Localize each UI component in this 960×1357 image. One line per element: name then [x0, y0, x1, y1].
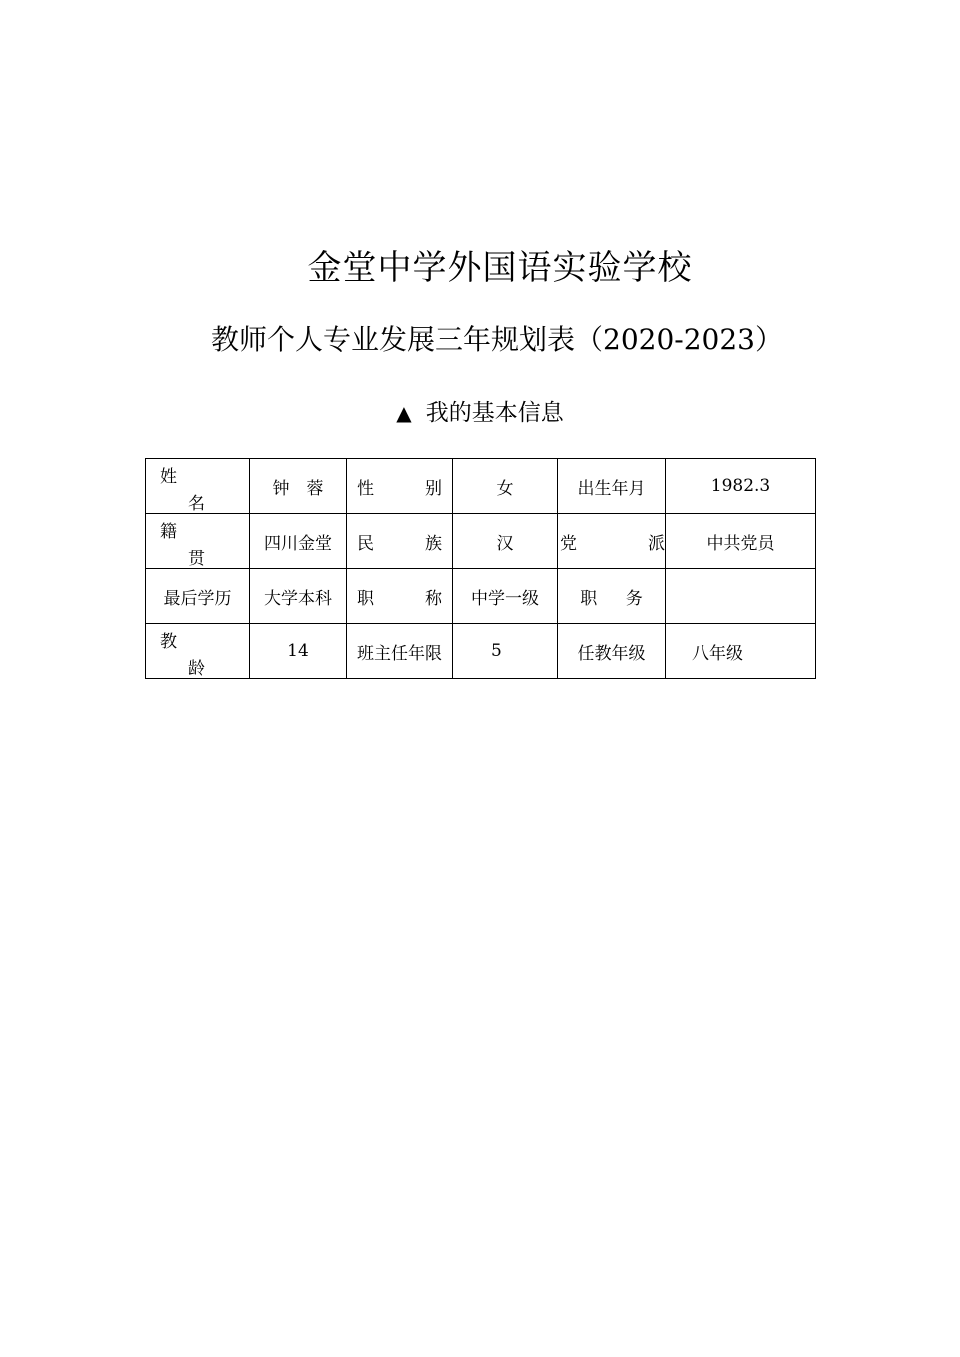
education-label: 最后学历 [146, 569, 250, 624]
party-label-char-1: 党 [560, 533, 577, 554]
homeroom-years-value: 5 [453, 624, 558, 679]
section-heading-text: 我的基本信息 [425, 400, 564, 426]
gender-label-cell [347, 459, 453, 514]
name-value: 钟 蓉 [250, 459, 347, 514]
education-value: 大学本科 [250, 569, 347, 624]
position-label-char-2: 务 [625, 588, 643, 609]
name-label-char-2: 名 [188, 494, 205, 514]
gender-value: 女 [453, 459, 558, 514]
teaching-years-label-char-2: 龄 [188, 659, 205, 679]
title-label-cell [347, 569, 453, 624]
ethnicity-label-char-2: 族 [425, 533, 442, 554]
basic-info-table [145, 458, 816, 679]
position-label-char-1: 职 [580, 588, 598, 609]
homeroom-years-label: 班主任年限 [347, 624, 453, 679]
origin-label-char-2: 贯 [188, 549, 205, 569]
birth-label: 出生年月 [558, 459, 666, 514]
table-row [146, 459, 816, 514]
ethnicity-label-char-1: 民 [357, 533, 374, 554]
teaching-years-label-cell [146, 624, 250, 679]
name-label-cell [146, 459, 250, 514]
origin-label-cell [146, 514, 250, 569]
grade-value: 八年级 [666, 624, 816, 679]
party-label-char-2: 派 [648, 533, 665, 554]
gender-label-char-2: 别 [425, 478, 442, 499]
title-label-char-2: 称 [425, 588, 442, 609]
position-label-cell [558, 569, 666, 624]
triangle-icon: ▲ [396, 401, 412, 425]
table-row [146, 514, 816, 569]
origin-value: 四川金堂 [250, 514, 347, 569]
school-name: 金堂中学外国语实验学校 [307, 248, 693, 288]
party-label-cell [558, 514, 666, 569]
teaching-years-label-char-1: 教 [160, 632, 177, 652]
title-label-char-1: 职 [357, 588, 374, 609]
position-value [666, 569, 816, 624]
section-heading [0, 394, 960, 427]
table-row [146, 569, 816, 624]
grade-label: 任教年级 [558, 624, 666, 679]
origin-label-char-1: 籍 [160, 522, 177, 542]
table-row [146, 624, 816, 679]
form-title: 教师个人专业发展三年规划表（2020-2023） [211, 323, 783, 356]
ethnicity-label-cell [347, 514, 453, 569]
birth-value: 1982.3 [666, 459, 816, 514]
title-value: 中学一级 [453, 569, 558, 624]
teaching-years-value: 14 [250, 624, 347, 679]
party-value: 中共党员 [666, 514, 816, 569]
ethnicity-value: 汉 [453, 514, 558, 569]
name-label-char-1: 姓 [160, 467, 177, 487]
gender-label-char-1: 性 [357, 478, 374, 499]
